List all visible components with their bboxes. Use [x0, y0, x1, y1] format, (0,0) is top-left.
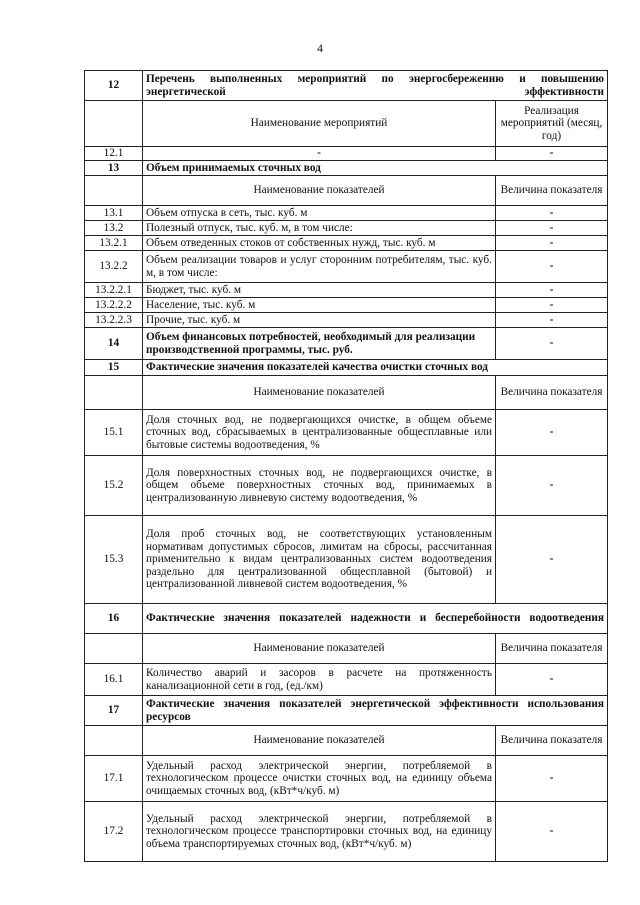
table-row [85, 456, 608, 516]
row-number: 13.2.2.2 [85, 298, 143, 313]
column-header-name: Наименование мероприятий [143, 101, 496, 147]
column-header-value: Величина показателя [496, 376, 608, 410]
row-value: - [496, 313, 608, 328]
row-number: 13.2 [85, 221, 143, 236]
row-name: - [143, 147, 496, 161]
row-number: 13.2.2.1 [85, 283, 143, 298]
column-header-name: Наименование показателей [143, 634, 496, 664]
row-name: Доля сточных вод, не подвергающихся очистке, в общем объеме сточных вод, сбрасываемых в централизованные общесплавные или бытовые системы водоотведения, % [143, 410, 496, 456]
table-row [85, 206, 608, 221]
section-13-header [85, 161, 608, 176]
section-number: 17 [85, 696, 143, 726]
row-value: - [496, 328, 608, 360]
column-header-value: Величина показателя [496, 726, 608, 756]
section-title: Фактические значения показателей надежности и бесперебойности водоотведения [143, 604, 608, 634]
row-value: - [496, 756, 608, 802]
row-value: - [496, 206, 608, 221]
row-name: Удельный расход электрической энергии, потребляемой в технологическом процессе транспортировки сточных вод, на единицу объема транспортируемых сточных вод, (кВт*ч/куб. м) [143, 802, 496, 862]
column-header-row [85, 376, 608, 410]
row-number: 15.3 [85, 516, 143, 604]
section-number: 12 [85, 71, 143, 101]
table-row [85, 516, 608, 604]
report-table [84, 70, 608, 862]
row-number: 15.1 [85, 410, 143, 456]
row-name: Полезный отпуск, тыс. куб. м, в том числе: [143, 221, 496, 236]
row-name: Бюджет, тыс. куб. м [143, 283, 496, 298]
row-name: Объем реализации товаров и услуг сторонним потребителям, тыс. куб. м, в том числе: [143, 251, 496, 283]
column-header-row [85, 101, 608, 147]
row-name: Доля проб сточных вод, не соответствующих установленным нормативам допустимых сбросов, лимитам на сбросы, рассчитанная применительно к видам централизованных систем водоотведения раздельно для централизованной общесплавной (бытовой) и централизованной ливневой систем водоотведения, % [143, 516, 496, 604]
section-15-header [85, 360, 608, 376]
table-row [85, 283, 608, 298]
table-row [85, 313, 608, 328]
row-number: 16.1 [85, 664, 143, 696]
table-row [85, 802, 608, 862]
row-number: 13.2.2.3 [85, 313, 143, 328]
page-number: 4 [317, 41, 323, 55]
row-value: - [496, 236, 608, 251]
section-title: Объем принимаемых сточных вод [143, 161, 608, 176]
table-row [85, 251, 608, 283]
row-number: 13.2.2 [85, 251, 143, 283]
row-value: - [496, 298, 608, 313]
row-value: - [496, 456, 608, 516]
table-row [85, 147, 608, 161]
column-header-value: Величина показателя [496, 634, 608, 664]
section-title: Фактические значения показателей качества очистки сточных вод [143, 360, 608, 376]
row-number: 17.1 [85, 756, 143, 802]
section-title: Фактические значения показателей энергетической эффективности использования ресурсов [143, 696, 608, 726]
section-title: Перечень выполненных мероприятий по энергосбережению и повышению энергетической эффективности [143, 71, 608, 101]
row-name: Прочие, тыс. куб. м [143, 313, 496, 328]
column-header-value: Реализация мероприятий (месяц, год) [496, 101, 608, 147]
row-name: Объем отпуска в сеть, тыс. куб. м [143, 206, 496, 221]
section-number: 16 [85, 604, 143, 634]
row-value: - [496, 147, 608, 161]
table-row [85, 236, 608, 251]
row-value: - [496, 410, 608, 456]
table-row [85, 221, 608, 236]
row-name: Доля поверхностных сточных вод, не подвергающихся очистке, в общем объеме поверхностных сточных вод, принимаемых в централизованную ливневую систему водоотведения, % [143, 456, 496, 516]
column-header-row [85, 634, 608, 664]
row-value: - [496, 802, 608, 862]
row-number: 12.1 [85, 147, 143, 161]
section-title: Объем финансовых потребностей, необходимый для реализации производственной программы, тыс. руб. [143, 328, 496, 360]
section-17-header [85, 696, 608, 726]
column-header-name: Наименование показателей [143, 726, 496, 756]
table-row [85, 756, 608, 802]
section-number: 15 [85, 360, 143, 376]
column-header-row [85, 726, 608, 756]
column-header-value: Величина показателя [496, 176, 608, 206]
table-row [85, 664, 608, 696]
row-name: Количество аварий и засоров в расчете на протяженность канализационной сети в год, (ед./км) [143, 664, 496, 696]
table-row [85, 298, 608, 313]
row-number: 13.2.1 [85, 236, 143, 251]
row-value: - [496, 516, 608, 604]
row-value: - [496, 221, 608, 236]
column-header-row [85, 176, 608, 206]
table-row [85, 410, 608, 456]
section-number: 13 [85, 161, 143, 176]
row-name: Объем отведенных стоков от собственных нужд, тыс. куб. м [143, 236, 496, 251]
column-header-name: Наименование показателей [143, 376, 496, 410]
row-number: 13.1 [85, 206, 143, 221]
section-12-header [85, 71, 608, 101]
section-number: 14 [85, 328, 143, 360]
section-14-header [85, 328, 608, 360]
row-number: 17.2 [85, 802, 143, 862]
column-header-name: Наименование показателей [143, 176, 496, 206]
section-16-header [85, 604, 608, 634]
row-name: Удельный расход электрической энергии, потребляемой в технологическом процессе очистки сточных вод, на единицу объема очищаемых сточных вод, (кВт*ч/куб. м) [143, 756, 496, 802]
row-value: - [496, 283, 608, 298]
row-value: - [496, 251, 608, 283]
row-name: Население, тыс. куб. м [143, 298, 496, 313]
row-number: 15.2 [85, 456, 143, 516]
row-value: - [496, 664, 608, 696]
